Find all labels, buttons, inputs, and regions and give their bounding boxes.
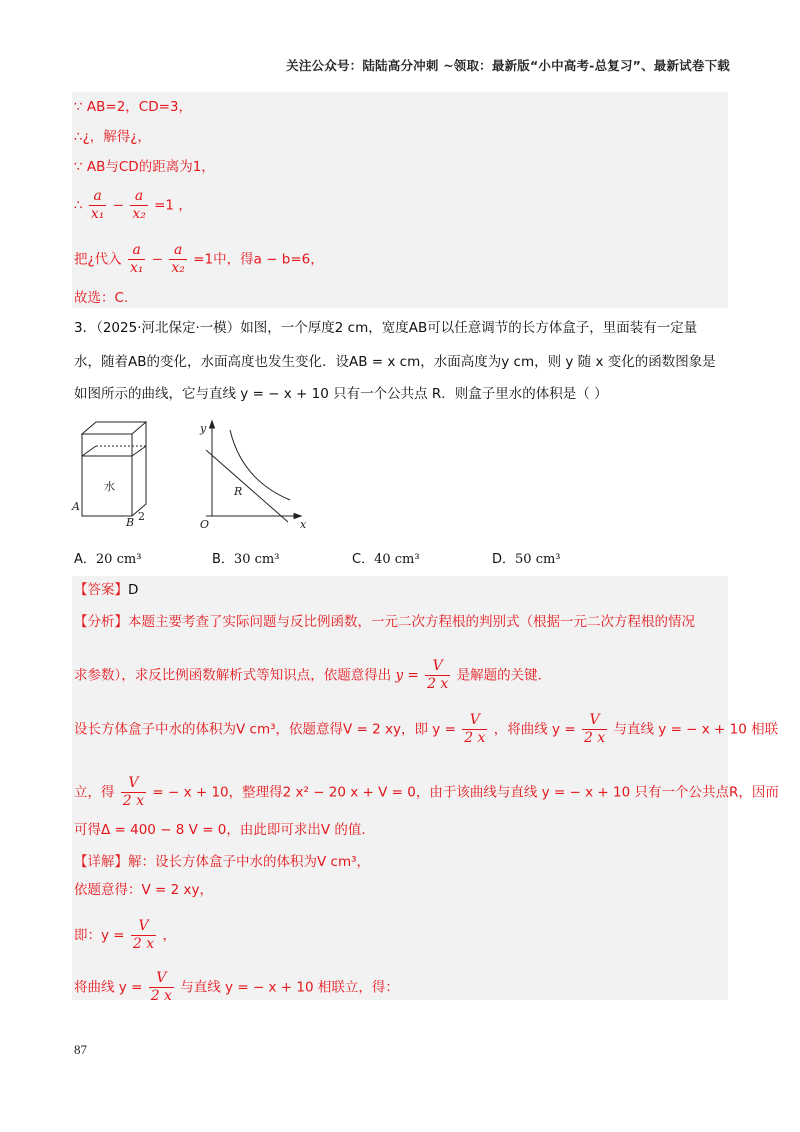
prev-line-5 [74,242,324,277]
frac-num: a [128,242,146,260]
analysis-text: 是解题的关键． [456,667,552,684]
prev-line-4-prefix: ∴ [74,197,83,214]
fraction-v-over-2x [462,712,487,747]
option-letter: D． [492,552,516,567]
option-letter: C． [352,552,375,567]
question-line-3: 如图所示的曲线，它与直线 y = − x + 10 只有一个公共点 R．则盒子里水的体积是（ ） [74,386,608,402]
box-side-edge [132,422,146,516]
frac-den: 2 x [150,988,172,1004]
frac-num: V [425,658,450,676]
detail-text: 将曲线 y = [74,979,143,996]
prev-line-4 [74,188,192,223]
option-b[interactable] [212,548,279,567]
fraction-a-over-x2 [130,188,148,223]
prev-line-4-suffix: =1 ， [154,197,192,214]
fraction-v-over-2x [425,658,450,693]
detail-text: 解：设长方体盒子中水的体积为V cm³， [128,854,371,870]
detail-text: 即：y = [74,927,125,944]
detail-text: 与直线 y = − x + 10 相联立，得： [180,979,399,996]
frac-den: x₁ [129,260,144,276]
analysis-text: 立，得 [74,784,115,801]
option-letter: A． [74,552,96,567]
frac-den: 2 x [122,793,145,809]
frac-num: a [89,188,107,206]
equation-lhs: y = [395,667,419,684]
frac-num: V [582,712,607,730]
water-label: 水 [104,480,115,493]
label-a: A [72,500,80,513]
minus-sign: − [112,197,125,214]
frac-den: x₂ [171,260,185,276]
frac-den: 2 x [132,936,155,952]
page-header: 关注公众号：陆陆高分冲刺 ~领取：最新版“小中高考-总复习”、最新试卷下载 [286,58,730,73]
fraction-v-over-2x [131,918,156,953]
line-graph [206,450,288,522]
detail-line-1 [74,852,370,872]
prev-line-2: ∴¿，解得¿， [74,129,151,145]
analysis-text: 本题主要考查了实际问题与反比例函数，一元二次方程根的判别式（根据一元二次方程根的情况 [128,614,695,630]
analysis-line-3 [74,712,778,747]
frac-den: 2 x [464,730,486,746]
box-top-face [82,422,146,434]
option-value: 50 cm³ [515,552,561,567]
label-y: y [200,422,207,435]
analysis-line-1 [74,612,695,632]
answer-value: D [128,582,139,598]
frac-den: x₁ [90,206,105,222]
option-value: 20 cm³ [95,552,142,567]
detail-line-3 [74,918,176,953]
prev-line-3: ∵ AB与CD的距离为1， [74,159,215,175]
frac-num: V [131,918,156,936]
detail-text: ， [162,927,176,944]
label-r: R [234,485,243,498]
fraction-v-over-2x [121,775,146,810]
analysis-text: 设长方体盒子中水的体积为V cm³，依题意得V = 2 xy，即 y = [74,721,456,738]
frac-den: x₂ [132,206,146,222]
box-figure [70,418,160,533]
label-origin: O [200,518,210,531]
detail-tag: 【详解】 [74,854,128,870]
option-c[interactable] [352,548,420,567]
analysis-text: ，将曲线 y = [493,721,576,738]
fraction-v-over-2x [582,712,607,747]
analysis-line-4 [74,775,779,810]
option-letter: B． [212,552,234,567]
prev-line-6: 故选：C. [74,290,129,306]
fraction-a-over-x1 [89,188,107,223]
detail-line-2: 依题意得：V = 2 xy， [74,882,213,898]
frac-num: V [149,970,174,988]
analysis-text: 求参数），求反比例函数解析式等知识点，依题意得出 [74,667,392,684]
fraction-v-over-2x [149,970,174,1005]
frac-den: 2 x [583,730,606,746]
label-x: x [300,518,307,531]
function-graph [190,418,320,533]
detail-line-4 [74,970,399,1005]
frac-num: V [462,712,487,730]
option-value: 30 cm³ [233,552,280,567]
frac-num: a [130,188,148,206]
page-number: 87 [74,1042,87,1057]
frac-den: 2 x [427,676,449,692]
frac-num: a [169,242,187,260]
frac-num: V [121,775,146,793]
option-d[interactable] [492,548,561,567]
answer-line [74,580,138,600]
fraction-a-over-x1 [128,242,146,277]
prev-line-5-prefix: 把¿代入 [74,251,122,268]
water-line-right [132,446,146,456]
prev-line-1: ∵ AB=2，CD=3， [74,99,192,115]
answer-tag: 【答案】 [74,582,128,598]
question-line-2: 水，随着AB的变化，水面高度也发生变化．设AB = x cm，水面高度为y cm，则 y 随 x 变化的函数图象是 [74,354,716,370]
question-line-1: 3．（2025·河北保定·一模）如图，一个厚度2 cm，宽度AB可以任意调节的长方体盒子，里面装有一定量 [74,320,698,336]
label-thickness: 2 [138,510,145,523]
prev-line-5-mid: =1中，得a − b=6， [193,251,324,268]
analysis-line-2 [74,658,551,693]
y-axis-arrow [210,421,215,428]
water-line-left [82,446,96,456]
analysis-line-5: 可得Δ = 400 − 8 V = 0，由此即可求出V 的值． [74,822,375,838]
label-b: B [126,516,135,529]
option-a[interactable] [74,548,141,567]
analysis-tag: 【分析】 [74,614,128,630]
option-value: 40 cm³ [374,552,420,567]
analysis-text: = − x + 10，整理得2 x² − 20 x + V = 0，由于该曲线与直线 y = − x + 10 只有一个公共点R，因而 [152,784,779,801]
analysis-text: 与直线 y = − x + 10 相联 [613,721,779,738]
minus-sign: − [151,251,164,268]
fraction-a-over-x2 [169,242,187,277]
